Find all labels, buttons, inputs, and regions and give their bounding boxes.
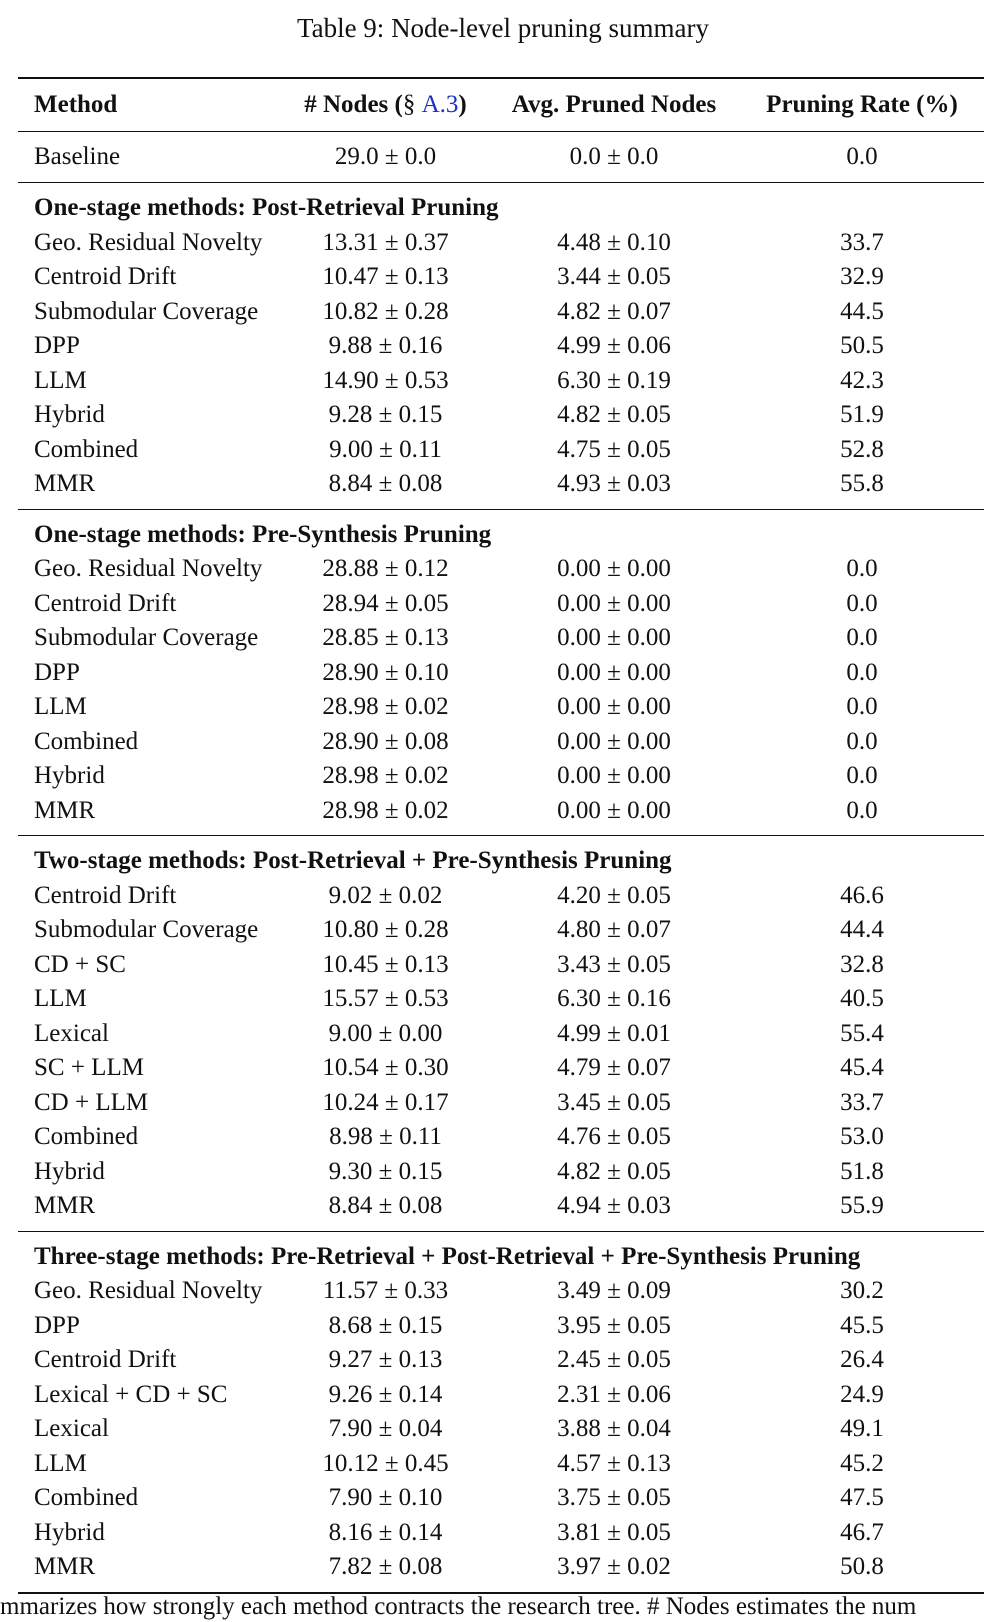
cell-method: Centroid Drift bbox=[34, 589, 177, 617]
cell-method: Baseline bbox=[34, 143, 121, 170]
cell-pruned: 4.80 ± 0.07 bbox=[557, 916, 671, 944]
cell-method: LLM bbox=[34, 985, 87, 1013]
table-row bbox=[18, 948, 984, 983]
cell-method: DPP bbox=[34, 658, 80, 686]
cell-rate: 55.9 bbox=[840, 1192, 884, 1220]
cell-rate: 0.0 bbox=[846, 589, 878, 617]
cell-method: LLM bbox=[34, 1449, 87, 1477]
cell-pruned: 4.82 ± 0.05 bbox=[557, 401, 671, 429]
table-row bbox=[18, 329, 984, 364]
cell-pruned: 0.0 ± 0.0 bbox=[569, 143, 659, 170]
cell-pruned: 4.76 ± 0.05 bbox=[557, 1123, 671, 1151]
cell-pruned: 0.00 ± 0.00 bbox=[557, 658, 671, 686]
cell-nodes: 8.98 ± 0.11 bbox=[329, 1123, 442, 1151]
cell-nodes: 28.85 ± 0.13 bbox=[322, 624, 449, 652]
section-title: Three-stage methods: Pre-Retrieval + Post-Retrieval + Pre-Synthesis Pruning bbox=[34, 1242, 861, 1270]
cell-pruned: 0.00 ± 0.00 bbox=[557, 693, 671, 721]
cell-nodes: 28.94 ± 0.05 bbox=[322, 589, 449, 617]
cell-rate: 33.7 bbox=[840, 1088, 884, 1116]
cell-nodes: 10.80 ± 0.28 bbox=[322, 916, 449, 944]
table-row bbox=[18, 1017, 984, 1052]
cell-nodes: 8.68 ± 0.15 bbox=[328, 1311, 443, 1339]
table-row bbox=[18, 1120, 984, 1155]
section-title-row bbox=[18, 518, 984, 553]
cell-rate: 47.5 bbox=[840, 1484, 884, 1512]
cell-method: Combined bbox=[34, 435, 139, 463]
cell-method: MMR bbox=[34, 796, 96, 824]
cell-pruned: 0.00 ± 0.00 bbox=[557, 796, 671, 824]
cell-pruned: 4.93 ± 0.03 bbox=[557, 470, 671, 498]
cell-method: Submodular Coverage bbox=[34, 916, 259, 944]
cell-rate: 44.4 bbox=[840, 916, 884, 944]
cell-rate: 0.0 bbox=[846, 555, 878, 583]
cell-rate: 45.4 bbox=[840, 1054, 884, 1082]
cell-method: MMR bbox=[34, 1553, 96, 1581]
cell-method: MMR bbox=[34, 1192, 96, 1220]
cell-rate: 50.5 bbox=[840, 332, 884, 360]
cell-rate: 0.0 bbox=[846, 658, 878, 686]
cell-method: Lexical + CD + SC bbox=[34, 1380, 228, 1408]
cell-nodes: 13.31 ± 0.37 bbox=[322, 228, 449, 256]
cell-method: Hybrid bbox=[34, 762, 105, 790]
cell-nodes: 15.57 ± 0.53 bbox=[322, 985, 449, 1013]
cell-pruned: 4.99 ± 0.06 bbox=[557, 332, 671, 360]
section-title-row bbox=[18, 1240, 984, 1275]
cell-nodes: 9.28 ± 0.15 bbox=[328, 401, 443, 429]
cell-nodes: 9.00 ± 0.00 bbox=[328, 1019, 443, 1047]
table-row bbox=[18, 398, 984, 433]
cell-method: Hybrid bbox=[34, 1157, 105, 1185]
cell-rate: 45.2 bbox=[840, 1449, 884, 1477]
body-text-fragment: mmarizes how strongly each method contracts the research tree. # Nodes estimates the num bbox=[0, 1593, 917, 1620]
cell-pruned: 2.45 ± 0.05 bbox=[557, 1346, 671, 1374]
cell-pruned: 3.81 ± 0.05 bbox=[557, 1518, 671, 1546]
table-caption: Table 9: Node-level pruning summary bbox=[296, 13, 709, 43]
cell-nodes: 28.88 ± 0.12 bbox=[322, 555, 449, 583]
header-pruning-rate: Pruning Rate (%) bbox=[766, 91, 958, 118]
cell-nodes: 11.57 ± 0.33 bbox=[322, 1277, 449, 1305]
cell-pruned: 4.48 ± 0.10 bbox=[557, 228, 671, 256]
cell-method: Centroid Drift bbox=[34, 881, 177, 909]
pruning-summary-table bbox=[18, 77, 984, 1594]
table-row bbox=[18, 913, 984, 948]
cell-rate: 33.7 bbox=[840, 228, 884, 256]
table-row bbox=[18, 1155, 984, 1190]
cell-method: Combined bbox=[34, 1123, 139, 1151]
cell-method: Lexical bbox=[34, 1019, 109, 1047]
cell-pruned: 0.00 ± 0.00 bbox=[557, 589, 671, 617]
cell-rate: 49.1 bbox=[840, 1415, 884, 1443]
cell-method: LLM bbox=[34, 366, 87, 394]
header-nodes-label: # Nodes ( bbox=[304, 91, 403, 118]
cell-rate: 40.5 bbox=[840, 985, 884, 1013]
cell-pruned: 4.75 ± 0.05 bbox=[557, 435, 671, 463]
table-row bbox=[18, 467, 984, 502]
cell-nodes: 9.88 ± 0.16 bbox=[328, 332, 443, 360]
cell-rate: 55.4 bbox=[840, 1019, 884, 1047]
cell-pruned: 4.94 ± 0.03 bbox=[557, 1192, 671, 1220]
table-row bbox=[18, 1447, 984, 1482]
cell-pruned: 3.49 ± 0.09 bbox=[557, 1277, 671, 1305]
cell-method: Centroid Drift bbox=[34, 1346, 177, 1374]
cell-pruned: 3.43 ± 0.05 bbox=[557, 950, 671, 978]
cell-method: Centroid Drift bbox=[34, 263, 177, 291]
cell-pruned: 0.00 ± 0.00 bbox=[557, 762, 671, 790]
cell-nodes: 9.30 ± 0.15 bbox=[328, 1157, 443, 1185]
cell-nodes: 8.84 ± 0.08 bbox=[328, 1192, 443, 1220]
table-row bbox=[18, 621, 984, 656]
cell-pruned: 4.79 ± 0.07 bbox=[557, 1054, 671, 1082]
cell-rate: 53.0 bbox=[840, 1123, 884, 1151]
section-title: One-stage methods: Post-Retrieval Pruning bbox=[34, 194, 499, 222]
cell-nodes: 9.27 ± 0.13 bbox=[328, 1346, 443, 1374]
cell-method: Combined bbox=[34, 1484, 139, 1512]
cell-rate: 26.4 bbox=[840, 1346, 884, 1374]
cell-nodes: 28.98 ± 0.02 bbox=[322, 693, 449, 721]
cell-method: LLM bbox=[34, 693, 87, 721]
section-rule bbox=[18, 509, 984, 510]
table-row bbox=[18, 260, 984, 295]
section-rule bbox=[18, 182, 984, 183]
cell-pruned: 3.45 ± 0.05 bbox=[557, 1088, 671, 1116]
cell-nodes: 10.82 ± 0.28 bbox=[322, 297, 449, 325]
cell-method: MMR bbox=[34, 470, 96, 498]
table-sections bbox=[18, 182, 984, 1594]
cell-rate: 51.8 bbox=[840, 1157, 884, 1185]
cell-nodes: 28.98 ± 0.02 bbox=[322, 762, 449, 790]
cell-rate: 45.5 bbox=[840, 1311, 884, 1339]
cell-method: Hybrid bbox=[34, 401, 105, 429]
table-row bbox=[18, 226, 984, 261]
cell-rate: 0.0 bbox=[846, 143, 878, 170]
baseline-row bbox=[18, 132, 984, 182]
table-row bbox=[18, 552, 984, 587]
cell-rate: 46.6 bbox=[840, 881, 884, 909]
table-row bbox=[18, 1086, 984, 1121]
cell-rate: 32.8 bbox=[840, 950, 884, 978]
cell-method: SC + LLM bbox=[34, 1054, 144, 1082]
cell-nodes: 28.90 ± 0.08 bbox=[322, 727, 449, 755]
cell-pruned: 4.99 ± 0.01 bbox=[557, 1019, 671, 1047]
table-row bbox=[18, 1309, 984, 1344]
header-method: Method bbox=[34, 91, 118, 118]
table-row bbox=[18, 587, 984, 622]
cell-pruned: 3.44 ± 0.05 bbox=[557, 263, 671, 291]
table-row bbox=[18, 879, 984, 914]
cell-pruned: 3.75 ± 0.05 bbox=[557, 1484, 671, 1512]
cell-nodes: 10.45 ± 0.13 bbox=[322, 950, 449, 978]
cell-nodes: 7.90 ± 0.04 bbox=[328, 1415, 443, 1443]
header-avg-pruned: Avg. Pruned Nodes bbox=[511, 91, 717, 118]
cell-nodes: 8.84 ± 0.08 bbox=[328, 470, 443, 498]
cell-pruned: 4.57 ± 0.13 bbox=[557, 1449, 671, 1477]
cell-rate: 30.2 bbox=[840, 1277, 884, 1305]
section-rule bbox=[18, 835, 984, 836]
appendix-link[interactable]: A.3 bbox=[421, 91, 459, 118]
cell-method: Lexical bbox=[34, 1415, 109, 1443]
table-row bbox=[18, 690, 984, 725]
section-rule bbox=[18, 1231, 984, 1232]
cell-rate: 0.0 bbox=[846, 796, 878, 824]
table-header-row bbox=[18, 79, 984, 131]
cell-rate: 52.8 bbox=[840, 435, 884, 463]
cell-pruned: 0.00 ± 0.00 bbox=[557, 727, 671, 755]
cell-rate: 0.0 bbox=[846, 727, 878, 755]
cell-method: DPP bbox=[34, 1311, 80, 1339]
table-row bbox=[18, 1051, 984, 1086]
table-row bbox=[18, 1343, 984, 1378]
section-symbol: § bbox=[402, 91, 416, 118]
cell-method: Submodular Coverage bbox=[34, 297, 259, 325]
cell-method: Geo. Residual Novelty bbox=[34, 228, 263, 256]
table-row bbox=[18, 656, 984, 691]
cell-nodes: 9.26 ± 0.14 bbox=[328, 1380, 443, 1408]
cell-pruned: 4.20 ± 0.05 bbox=[557, 881, 671, 909]
cell-nodes: 28.90 ± 0.10 bbox=[322, 658, 449, 686]
cell-pruned: 4.82 ± 0.07 bbox=[557, 297, 671, 325]
cell-rate: 51.9 bbox=[840, 401, 884, 429]
cell-pruned: 3.95 ± 0.05 bbox=[557, 1311, 671, 1339]
cell-nodes: 9.02 ± 0.02 bbox=[328, 881, 443, 909]
cell-rate: 44.5 bbox=[840, 297, 884, 325]
cell-rate: 0.0 bbox=[846, 762, 878, 790]
table-row bbox=[18, 759, 984, 794]
section-title: One-stage methods: Pre-Synthesis Pruning bbox=[34, 520, 492, 548]
cell-nodes: 10.54 ± 0.30 bbox=[322, 1054, 449, 1082]
table-row bbox=[18, 982, 984, 1017]
cell-pruned: 2.31 ± 0.06 bbox=[557, 1380, 671, 1408]
table-row bbox=[18, 794, 984, 829]
cell-rate: 42.3 bbox=[840, 366, 884, 394]
cell-rate: 32.9 bbox=[840, 263, 884, 291]
cell-method: Hybrid bbox=[34, 1518, 105, 1546]
cell-nodes: 9.00 ± 0.11 bbox=[329, 435, 442, 463]
cell-pruned: 0.00 ± 0.00 bbox=[557, 624, 671, 652]
table-row bbox=[18, 364, 984, 399]
cell-rate: 24.9 bbox=[840, 1380, 884, 1408]
cell-rate: 50.8 bbox=[840, 1553, 884, 1581]
cell-method: CD + SC bbox=[34, 950, 126, 978]
cell-method: Combined bbox=[34, 727, 139, 755]
cell-method: Geo. Residual Novelty bbox=[34, 1277, 263, 1305]
cell-pruned: 6.30 ± 0.19 bbox=[557, 366, 671, 394]
cell-nodes: 10.12 ± 0.45 bbox=[322, 1449, 449, 1477]
table-row bbox=[18, 725, 984, 760]
cell-nodes: 29.0 ± 0.0 bbox=[334, 143, 437, 170]
cell-method: Submodular Coverage bbox=[34, 624, 259, 652]
cell-rate: 0.0 bbox=[846, 693, 878, 721]
cell-nodes: 7.82 ± 0.08 bbox=[328, 1553, 443, 1581]
cell-nodes: 28.98 ± 0.02 bbox=[322, 796, 449, 824]
table-row bbox=[18, 1516, 984, 1551]
cell-rate: 0.0 bbox=[846, 624, 878, 652]
cell-pruned: 0.00 ± 0.00 bbox=[557, 555, 671, 583]
cell-pruned: 6.30 ± 0.16 bbox=[557, 985, 671, 1013]
table-row bbox=[18, 1378, 984, 1413]
table-row bbox=[18, 1481, 984, 1516]
section-title-row bbox=[18, 844, 984, 879]
table-row bbox=[18, 1189, 984, 1224]
cell-nodes: 8.16 ± 0.14 bbox=[328, 1518, 443, 1546]
table-row bbox=[18, 1550, 984, 1585]
table-row bbox=[18, 433, 984, 468]
header-nodes-close: ) bbox=[458, 91, 467, 118]
section-title: Two-stage methods: Post-Retrieval + Pre-Synthesis Pruning bbox=[34, 847, 672, 875]
cell-method: CD + LLM bbox=[34, 1088, 149, 1116]
header-nodes bbox=[283, 91, 488, 119]
cell-method: DPP bbox=[34, 332, 80, 360]
section-title-row bbox=[18, 191, 984, 226]
cell-nodes: 14.90 ± 0.53 bbox=[322, 366, 449, 394]
table-row bbox=[18, 1412, 984, 1447]
cell-nodes: 10.47 ± 0.13 bbox=[322, 263, 449, 291]
cell-nodes: 7.90 ± 0.10 bbox=[328, 1484, 443, 1512]
cell-pruned: 3.88 ± 0.04 bbox=[557, 1415, 671, 1443]
cell-nodes: 10.24 ± 0.17 bbox=[322, 1088, 449, 1116]
table-row bbox=[18, 295, 984, 330]
cell-pruned: 3.97 ± 0.02 bbox=[557, 1553, 671, 1581]
cell-pruned: 4.82 ± 0.05 bbox=[557, 1157, 671, 1185]
cell-rate: 55.8 bbox=[840, 470, 884, 498]
cell-rate: 46.7 bbox=[840, 1518, 884, 1546]
table-row bbox=[18, 1274, 984, 1309]
cell-method: Geo. Residual Novelty bbox=[34, 555, 263, 583]
